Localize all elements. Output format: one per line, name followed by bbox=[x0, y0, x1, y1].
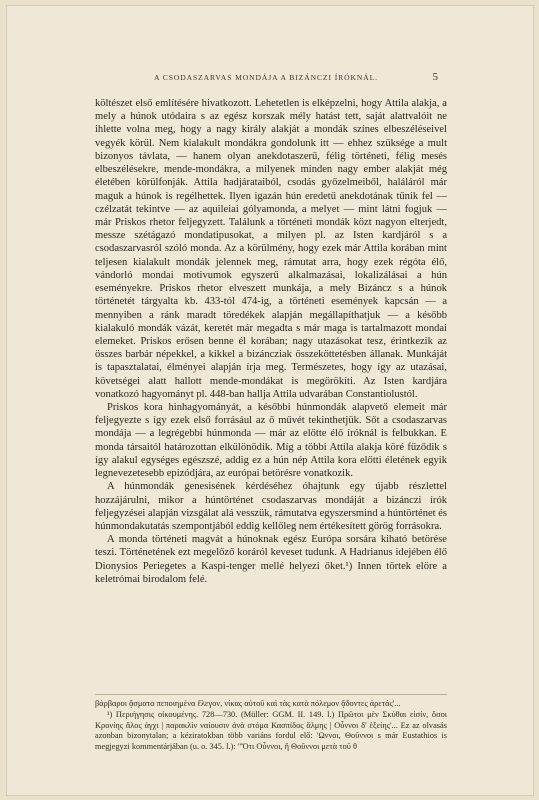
paragraph: A monda történeti magvát a húnoknak egész Európa sorsára kiható betörése teszi. Történetének ezt megelőző koráról keveset tudunk. A Hadrianus idejében élő Dionysios Periegetes a Kaspi-tenger mellé helyezi őket.¹) Innen törtek elöre a keletrómai birodalom felé. bbox=[95, 534, 447, 585]
book-page bbox=[6, 5, 534, 796]
paragraph: A húnmondák genesisének kérdéséhez óhajtunk egy újabb részlettel hozzájárulni, mikor a húntörténet csodaszarvas mondáját a bizánczi írók feljegyzései alapján vizsgálat alá vesszük, rámutatva egyszersmind a húntörténet és húnmondakutatás szempontjából eddig kellőleg nem értékesített görög forrásokra. bbox=[95, 481, 448, 532]
footnote-divider bbox=[95, 694, 447, 695]
footnote: βάρβαροι ᾄσματα πεποιημένα ἔλεγον, νίκας αὐτοῦ καὶ τὰς κατὰ πόλεμον ᾄδοντες ἀρετάς'... bbox=[95, 699, 401, 708]
body-text bbox=[95, 97, 447, 586]
running-head: A CSODASZARVAS MONDÁJA A BIZÁNCZI ÍRÓKNÁL. bbox=[154, 73, 378, 82]
page-number: 5 bbox=[432, 71, 438, 83]
footnotes bbox=[95, 699, 447, 753]
page-header bbox=[6, 73, 534, 87]
footnote: ¹) Περιήγησις οἰκουμένης. 728—730. (Müller: GGM. II. 149. l.) Πρῶτοι μὲν Σκύθαι εἰσίν, ὅσοι Κρονίης ἅλος ἀγχι | παρακλὶν ναίουσιν ἀνὰ στόμα Κασπίδος ἅλμης | Οὖννοι δ' ἑξείης'... Ez az olvasás azonban bizonytalan; a kéziratokban több variáns fordul elő: 'Ωννοι, Θοῦννοι s már Eustathios is megjegyzi kommentárjában (u. o. 345. l.): "Ὅτι Οὖννοι, ἢ Θοῦννοι μετὰ τοῦ θ bbox=[95, 709, 447, 752]
paragraph: költészet első említésére hivatkozott. Lehetetlen is elképzelni, hogy Attila alakja, a mely a húnok utódaira s az egész korszak mély hatást tett, saját alattvalóit ne ihlette volna meg, hogy a nagy király alakját a mondák színes elbeszéléseivel vegyék körül. Nem kialakult mondákra gondolunk itt — ehhez szüksége a mult bizonyos távlata, — hanem olyan anekdotaszerű, félig történeti, félig mesés elbeszélésekre, mende-mondákra, a milyenek minden nagy ember alakját még életében körülfonják. Attila hadjárataiból, csodás győzelmeiből, haláláról már maguk a húnok is regélhettek. Ilyen igazán hún eredetű anekdotának tűnik fel — czélzatát tekintve — az aquileiai gólyamonda, a melyet — mint látni fogjuk — már Priskos rhetor feljegyzett. Találunk a történeti mondák közt nagyon elterjedt, messze szétágazó mondatipusokat, a milyen pl. az Isten kardjáról s a csodaszarvasról szóló monda. Az a körülmény, hogy ezek már Attila korában mint teljesen kialakult mondák jelennek meg, rámutat arra, hogy ezek régóta élő, vándorló mondai motivumok egyszerű alkalmazásai, lokalizálásai a hún eseményekre. Priskos rhetor elveszett munkája, a mely Bizáncz s a húnok történetét tárgyalta kb. 433-tól 474-ig, a történeti események kapcsán — a mennyiben a ránk maradt töredékek alapján megállapíthatjuk — a később kialakuló mondák vázát, keretét már megadta s már maga is tartalmazott mondai elemeket. Priskos erősen benne él korában; nagy utazásokat tesz, érintkezik az összes barbár népekkel, a kikkel a bizáncziak összeköttetésben állanak. Munkáját is tapasztalatai, élményei alapján írja meg. Természetes, hogy így az utazásai, követségei alatt hallott mende-mondákat is megörökíti. Az Isten kardjára vonatkozó hagyományt pl. 448-ban hallja Attila udvarában Constantiolustól. bbox=[95, 98, 447, 400]
paragraph: Priskos kora hinhagyományát, a későbbi húnmondák alapvető elemeit már feljegyezte s így ezek első forrásául az ő művét tekinthetjük. Sőt a csodaszarvas mondája — a legrégebbi húnmonda — már az előtte élő íróknál is felbukkan. E monda társaitól határozottan elkülönödik. Míg a többi Attila alakja köré fűződik s így alakul egységes egészszé, addig ez a hún nép Attila kora előtti életének egyik legnevezetesebb epizódjára, az európai betörésre vonatkozik. bbox=[95, 402, 447, 480]
